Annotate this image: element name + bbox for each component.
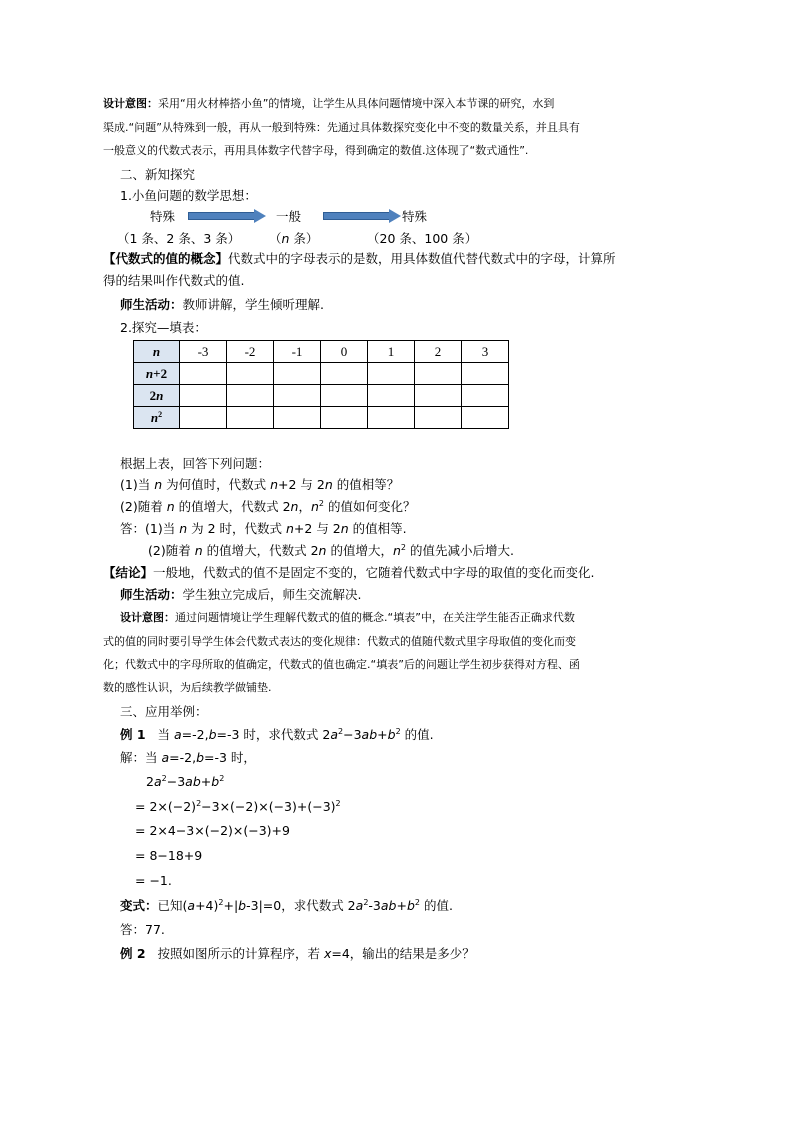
example-2-question: 例 2 按照如图所示的计算程序，若 x=4，输出的结果是多少？ xyxy=(120,946,475,961)
fish-word-special-2: 特殊 xyxy=(402,209,428,224)
table-cell xyxy=(415,407,462,429)
questions-intro: 根据上表，回答下列问题： xyxy=(120,456,271,471)
fish-note-1: （1 条、2 条、3 条） xyxy=(117,231,241,246)
table-row-label: $n^2$ xyxy=(134,407,180,429)
concept-line2: 得的结果叫作代数式的值. xyxy=(103,273,245,288)
example-1-step-0: $2a^2-3ab+b^2$ xyxy=(146,774,225,789)
table-row-label: 2n xyxy=(134,385,180,407)
design-intent-2-line4: 数的感性认识，为后续教学做铺垫. xyxy=(103,681,272,694)
question-2: (2)随着 n 的值增大，代数式 2n，$n^2$ 的值如何变化？ xyxy=(120,499,416,514)
table-cell: 2 xyxy=(415,341,462,363)
activity-1: 师生活动：教师讲解，学生倾听理解. xyxy=(120,297,324,312)
table-cell xyxy=(462,407,509,429)
answer-1: 答：(1)当 n 为 2 时，代数式 n+2 与 2n 的值相等. xyxy=(120,521,407,536)
arrow-1-icon xyxy=(188,209,266,223)
table-cell xyxy=(227,407,274,429)
example-1-step-1: = $2\times(-2)^2-3\times(-2)\times(-3)+(-3)^2$ xyxy=(135,799,341,814)
example-1-label: 例 1 xyxy=(120,727,146,742)
fill-table xyxy=(133,340,509,429)
table-cell xyxy=(368,407,415,429)
table-cell xyxy=(180,363,227,385)
design-intent-1-line3: 一般意义的代数式表示，再用具体数字代替字母，得到确定的数值.这体现了“数式通性”. xyxy=(103,144,529,157)
fish-word-special-1: 特殊 xyxy=(150,209,176,224)
table-cell xyxy=(274,363,321,385)
table-row-label: n+2 xyxy=(134,363,180,385)
table-cell: 3 xyxy=(462,341,509,363)
section3-title: 三、应用举例： xyxy=(120,704,208,719)
variant-answer: 答：77. xyxy=(120,922,165,937)
table-cell xyxy=(368,363,415,385)
table-cell: -1 xyxy=(274,341,321,363)
design-intent-label: 设计意图： xyxy=(103,97,158,110)
table-cell xyxy=(180,385,227,407)
table-row-2n xyxy=(134,385,509,407)
design-intent-2-line3: 化；代数式中的字母所取的值确定，代数式的值也确定.“填表”后的问题让学生初步获得对方程、函 xyxy=(103,658,580,671)
answer-2: (2)随着 n 的值增大，代数式 2n 的值增大，$n^2$ 的值先减小后增大. xyxy=(148,543,514,558)
section2-title: 二、新知探究 xyxy=(120,167,196,182)
table-cell xyxy=(321,363,368,385)
example-1-step-2: = 2×4−3×(−2)×(−3)+9 xyxy=(135,823,290,838)
table-row-n-squared xyxy=(134,407,509,429)
example-1-step-4: = −1. xyxy=(135,873,172,888)
table-row-n-plus-2 xyxy=(134,363,509,385)
table-cell: 0 xyxy=(321,341,368,363)
table-cell xyxy=(415,385,462,407)
example-1-step-3: = 8−18+9 xyxy=(135,848,203,863)
fish-note-2: （n 条） xyxy=(269,231,319,246)
table-cell xyxy=(321,407,368,429)
table-cell xyxy=(462,363,509,385)
conclusion-label: 【结论】 xyxy=(103,565,154,580)
concept-line1: 【代数式的值的概念】代数式中的字母表示的是数，用具体数值代替代数式中的字母，计算所 xyxy=(103,251,616,266)
example-2-label: 例 2 xyxy=(120,946,146,961)
variant-label: 变式： xyxy=(120,898,158,913)
table-cell xyxy=(274,385,321,407)
fish-note-3: （20 条、100 条） xyxy=(367,231,478,246)
table-row-n xyxy=(134,341,509,363)
table-cell xyxy=(462,385,509,407)
table-cell: -3 xyxy=(180,341,227,363)
variant-question: 变式：已知$(a+4)^2+|b-3|=0$，求代数式 $2a^2-3ab+b^2$ 的值. xyxy=(120,898,453,913)
table-cell xyxy=(415,363,462,385)
arrow-2-icon xyxy=(323,209,401,223)
table-cell xyxy=(227,363,274,385)
explore-heading: 2.探究—填表： xyxy=(120,320,207,335)
table-header-n: n xyxy=(134,341,180,363)
fish-word-general: 一般 xyxy=(276,209,302,224)
conclusion: 【结论】一般地，代数式的值不是固定不变的，它随着代数式中字母的取值的变化而变化. xyxy=(103,565,595,580)
design-intent-2-line2: 式的值的同时要引导学生体会代数式表达的变化规律：代数式的值随代数式里字母取值的变化而变 xyxy=(103,635,576,648)
example-1-question: 例 1 当 a=-2,b=-3 时，求代数式 $2a^2-3ab+b^2$ 的值. xyxy=(120,727,434,742)
question-1: (1)当 n 为何值时，代数式 n+2 与 2n 的值相等？ xyxy=(120,477,400,492)
table-cell xyxy=(180,407,227,429)
design-intent-1-line1: 设计意图：采用“用火材棒搭小鱼”的情境，让学生从具体问题情境中深入本节课的研究，水到 xyxy=(103,97,555,110)
table-cell xyxy=(227,385,274,407)
table-cell xyxy=(368,385,415,407)
table-cell xyxy=(321,385,368,407)
design-intent-1-line2: 渠成.“问题”从特殊到一般，再从一般到特殊：先通过具体数探究变化中不变的数量关系，并且具有 xyxy=(103,121,580,134)
table-cell: -2 xyxy=(227,341,274,363)
activity-2: 师生活动：学生独立完成后，师生交流解决. xyxy=(120,587,362,602)
design-intent-2-line1: 设计意图：通过问题情境让学生理解代数式的值的概念.“填表”中，在关注学生能否正确求代数 xyxy=(120,611,575,624)
concept-label: 【代数式的值的概念】 xyxy=(103,251,229,266)
table-cell xyxy=(274,407,321,429)
fish-heading: 1.小鱼问题的数学思想： xyxy=(120,188,257,203)
table-cell: 1 xyxy=(368,341,415,363)
example-1-solution-intro: 解：当 a=-2,b=-3 时， xyxy=(120,750,256,765)
